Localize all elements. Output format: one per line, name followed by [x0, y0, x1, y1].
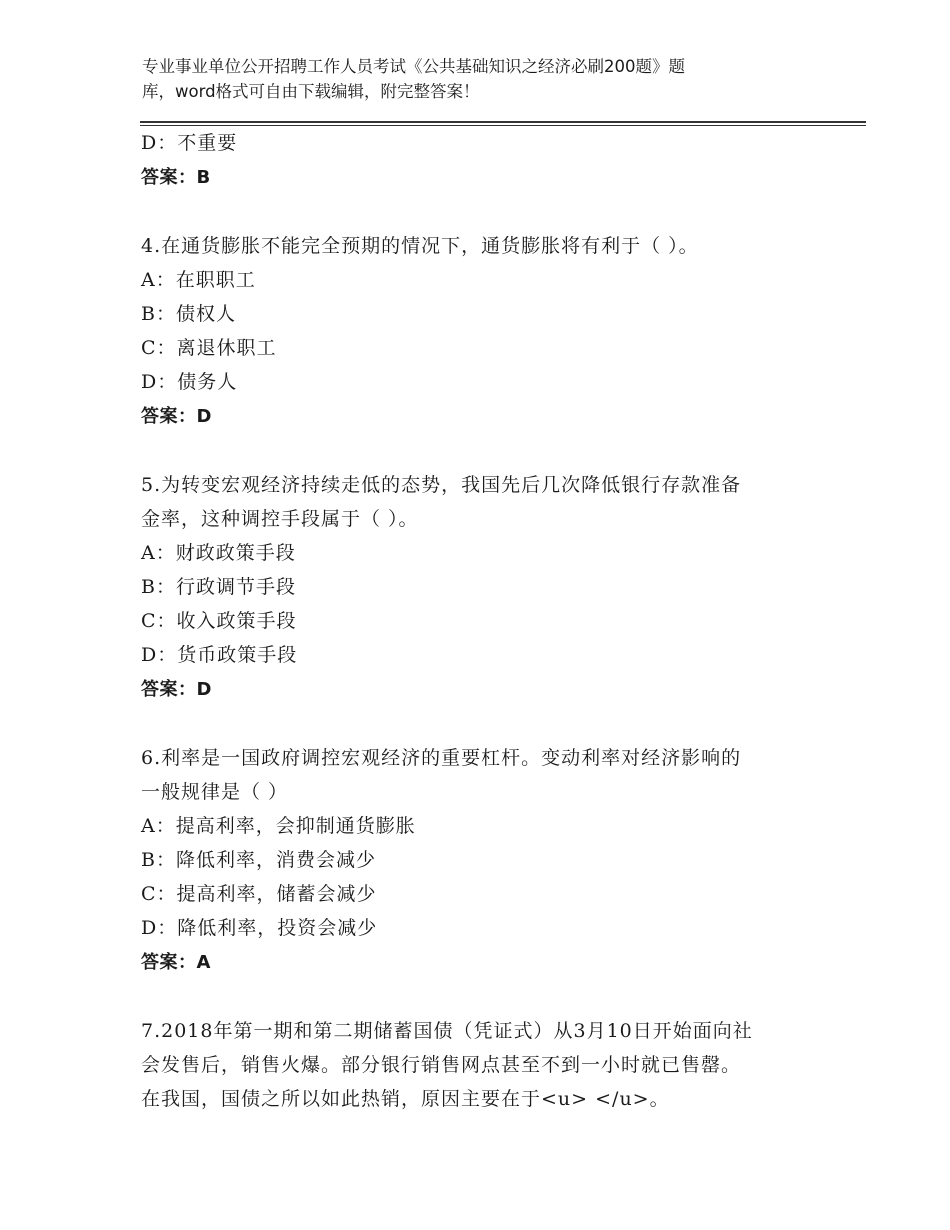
q4-stem: 4.在通货膨胀不能完全预期的情况下，通货膨胀将有利于（ ）。	[141, 235, 699, 257]
q7-stem-line-1: 7.2018年第一期和第二期储蓄国债（凭证式）从3月10日开始面向社	[141, 1020, 753, 1042]
header-line-1: 专业事业单位公开招聘工作人员考试《公共基础知识之经济必刷200题》题	[142, 57, 685, 76]
q7-stem-line-2: 会发售后，销售火爆。部分银行销售网点甚至不到一小时就已售罄。	[141, 1054, 742, 1076]
q3-option-d: D：不重要	[141, 132, 238, 154]
q6-option-b: B：降低利率，消费会减少	[141, 849, 376, 871]
q6-option-a: A：提高利率，会抑制通货膨胀	[141, 815, 416, 837]
q5-answer: 答案：D	[141, 679, 212, 700]
header-line-2: 库，word格式可自由下载编辑，附完整答案！	[142, 82, 480, 101]
q5-option-d: D：货币政策手段	[141, 644, 298, 666]
q4-option-d: D：债务人	[141, 371, 238, 393]
q5-option-b: B：行政调节手段	[141, 576, 296, 598]
q7-stem-line-3: 在我国，国债之所以如此热销，原因主要在于<u> </u>。	[141, 1088, 670, 1110]
q4-answer: 答案：D	[141, 406, 212, 427]
q6-stem-line-2: 一般规律是（ ）	[141, 781, 289, 803]
q6-option-c: C：提高利率，储蓄会减少	[141, 883, 377, 905]
header-rule-thin	[140, 125, 866, 126]
q5-option-c: C：收入政策手段	[141, 610, 297, 632]
q3-answer: 答案：B	[141, 167, 211, 188]
q5-option-a: A：财政政策手段	[141, 542, 296, 564]
header-rule-thick	[140, 121, 866, 123]
q6-stem-line-1: 6.利率是一国政府调控宏观经济的重要杠杆。变动利率对经济影响的	[141, 747, 742, 769]
q6-option-d: D：降低利率，投资会减少	[141, 917, 378, 939]
q4-option-b: B：债权人	[141, 303, 236, 325]
q6-answer: 答案：A	[141, 952, 211, 973]
q5-stem-line-2: 金率，这种调控手段属于（ ）。	[141, 508, 419, 530]
q5-stem-line-1: 5.为转变宏观经济持续走低的态势，我国先后几次降低银行存款准备	[141, 474, 742, 496]
page-header	[142, 54, 782, 104]
q4-option-a: A：在职职工	[141, 269, 256, 291]
q4-option-c: C：离退休职工	[141, 337, 277, 359]
